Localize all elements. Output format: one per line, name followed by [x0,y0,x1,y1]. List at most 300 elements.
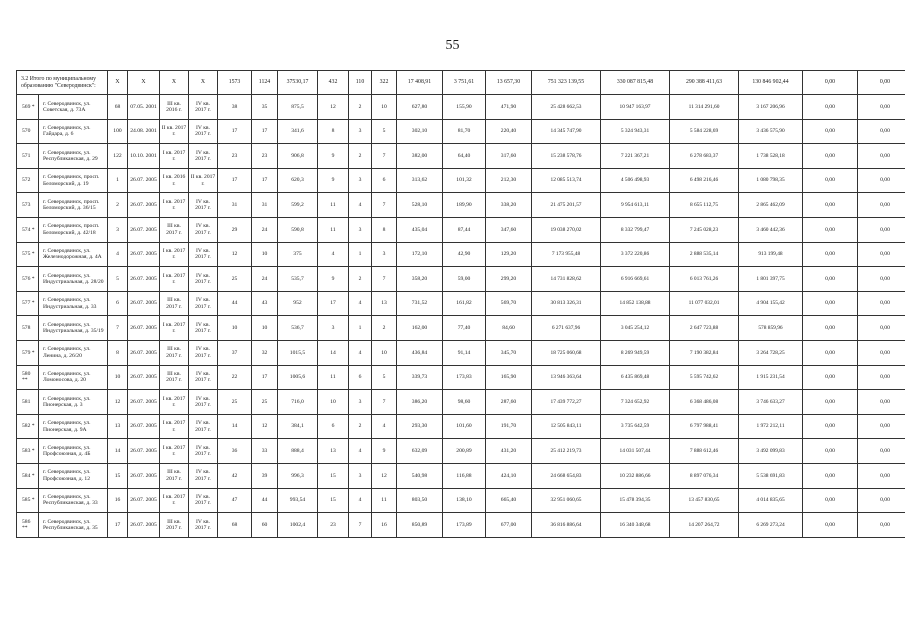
cell-q1: III кв. 2017 г. [160,513,189,538]
cell-m1: 19 038 270,02 [532,217,601,242]
cell-addr: г. Северодвинск, ул. Профсоюзная, д. 4Б [39,439,108,464]
cell-c1: 10 [218,316,252,341]
cell-a1: 435,04 [397,217,443,242]
cell-q1: III кв. 2016 г. [160,95,189,120]
cell-addr: г. Северодвинск, ул. Республиканская, д. 33 [39,488,108,513]
cell-c6: 4 [372,414,397,439]
cell-area: 375 [278,242,318,267]
cell-m1: 7 173 955,48 [532,242,601,267]
cell-m2: 5 324 943,31 [601,119,670,144]
cell-date: 26.07. 2005 [128,513,160,538]
cell-m4: 3 492 099,83 [739,439,803,464]
cell-addr: г. Северодвинск, ул. Гайдара, д. 6 [39,119,108,144]
cell-c2: 24 [252,267,278,292]
cell-date: 26.07. 2005 [128,390,160,415]
cell-a1: 339,73 [397,365,443,390]
cell-addr: г. Северодвинск, ул. Индустриальная, д. 28/20 [39,267,108,292]
cell-m3: 14 207 264,72 [670,513,739,538]
cell-c4: 13 [318,439,349,464]
cell-m4: 6 269 273,24 [739,513,803,538]
cell-z2: 0,00 [858,267,905,292]
cell-a2: 161,82 [443,291,486,316]
cell-m3: 5 584 228,69 [670,119,739,144]
cell-c1: 17 [218,119,252,144]
cell-q1: II кв. 2017 г. [160,119,189,144]
cell-z2: 0,00 [858,414,905,439]
cell-no: 122 [108,144,128,169]
cell-addr: г. Северодвинск, ул. Республиканская, д. 35 [39,513,108,538]
cell-c1: 14 [218,414,252,439]
cell-c2: 24 [252,217,278,242]
cell-m1: 14 345 747,90 [532,119,601,144]
cell-c4: 9 [318,144,349,169]
cell-c4: 3 [318,316,349,341]
summary-cell: X [160,71,189,95]
cell-date: 07.05. 2001 [128,95,160,120]
table-row [17,217,905,242]
cell-m2: 7 221 367,21 [601,144,670,169]
cell-c5: 2 [349,95,372,120]
cell-date: 26.07. 2005 [128,365,160,390]
cell-m4: 4 014 835,65 [739,488,803,513]
cell-c2: 60 [252,513,278,538]
cell-m4: 1 738 528,18 [739,144,803,169]
cell-c2: 33 [252,439,278,464]
cell-q1: I кв. 2017 г. [160,390,189,415]
cell-z1: 0,00 [803,95,858,120]
cell-q2: IV кв. 2017 г. [189,95,218,120]
cell-a3: 471,90 [486,95,532,120]
cell-c5: 2 [349,267,372,292]
table-row [17,267,905,292]
cell-addr: г. Северодвинск, ул. Пионерская, д. 9А [39,414,108,439]
cell-a2: 64,40 [443,144,486,169]
cell-a2: 173,83 [443,365,486,390]
cell-q2: IV кв. 2017 г. [189,488,218,513]
cell-c6: 13 [372,291,397,316]
cell-c2: 17 [252,119,278,144]
cell-c1: 47 [218,488,252,513]
cell-m1: 24 668 654,83 [532,463,601,488]
cell-z1: 0,00 [803,242,858,267]
cell-q2: IV кв. 2017 г. [189,144,218,169]
cell-no: 3 [108,217,128,242]
cell-no: 8 [108,340,128,365]
summary-cell: 0,00 [858,71,905,95]
cell-m3: 2 647 723,88 [670,316,739,341]
cell-m3: 6 797 988,41 [670,414,739,439]
cell-m1: 12 505 843,11 [532,414,601,439]
cell-area: 536,7 [278,316,318,341]
cell-a3: 569,70 [486,291,532,316]
cell-z1: 0,00 [803,217,858,242]
cell-c5: 3 [349,119,372,144]
cell-c4: 15 [318,463,349,488]
table-row [17,340,905,365]
cell-c4: 6 [318,414,349,439]
cell-z1: 0,00 [803,267,858,292]
cell-q1: III кв. 2017 г. [160,463,189,488]
cell-z2: 0,00 [858,144,905,169]
cell-z2: 0,00 [858,168,905,193]
cell-c4: 14 [318,340,349,365]
cell-q2: IV кв. 2017 г. [189,119,218,144]
cell-c6: 8 [372,217,397,242]
cell-c5: 6 [349,365,372,390]
cell-c4: 11 [318,365,349,390]
cell-z1: 0,00 [803,390,858,415]
cell-m4: 1 801 397,75 [739,267,803,292]
table-row [17,168,905,193]
cell-a1: 803,50 [397,488,443,513]
cell-m1: 15 238 578,76 [532,144,601,169]
cell-q1: I кв. 2017 г. [160,193,189,218]
cell-q1: I кв. 2017 г. [160,144,189,169]
cell-q2: IV кв. 2017 г. [189,291,218,316]
cell-a3: 84,60 [486,316,532,341]
cell-c6: 9 [372,439,397,464]
cell-z1: 0,00 [803,168,858,193]
cell-z1: 0,00 [803,291,858,316]
cell-z2: 0,00 [858,463,905,488]
cell-q2: IV кв. 2017 г. [189,217,218,242]
cell-c4: 23 [318,513,349,538]
cell-a3: 424,10 [486,463,532,488]
cell-m2: 10 947 163,97 [601,95,670,120]
cell-a3: 347,60 [486,217,532,242]
cell-no: 17 [108,513,128,538]
cell-c5: 7 [349,513,372,538]
cell-area: 384,1 [278,414,318,439]
cell-a1: 313,62 [397,168,443,193]
summary-cell: 130 846 902,44 [739,71,803,95]
cell-c6: 11 [372,488,397,513]
cell-m3: 11 077 032,01 [670,291,739,316]
cell-area: 535,7 [278,267,318,292]
cell-c6: 3 [372,242,397,267]
cell-m3: 7 245 028,23 [670,217,739,242]
cell-q1: I кв. 2017 г. [160,439,189,464]
cell-addr: г. Северодвинск, ул. Железнодорожная, д. 4А [39,242,108,267]
cell-m2: 7 324 652,92 [601,390,670,415]
cell-m1: 14 731 828,62 [532,267,601,292]
cell-c2: 12 [252,414,278,439]
cell-q2: IV кв. 2017 г. [189,463,218,488]
cell-c2: 10 [252,242,278,267]
summary-cell: 330 087 815,48 [601,71,670,95]
cell-c1: 23 [218,144,252,169]
cell-q1: III кв. 2017 г. [160,291,189,316]
cell-a3: 287,60 [486,390,532,415]
cell-m3: 11 314 291,60 [670,95,739,120]
cell-num: 574 * [17,217,39,242]
cell-c5: 4 [349,488,372,513]
cell-area: 952 [278,291,318,316]
cell-c1: 17 [218,168,252,193]
cell-addr: г. Северодвинск, просп. Беломорский, д. 19 [39,168,108,193]
cell-q2: II кв. 2017 г. [189,168,218,193]
cell-area: 1005,6 [278,365,318,390]
cell-q2: IV кв. 2017 г. [189,316,218,341]
cell-a1: 632,09 [397,439,443,464]
cell-z2: 0,00 [858,488,905,513]
cell-c5: 4 [349,439,372,464]
cell-a2: 101,60 [443,414,486,439]
cell-num: 576 * [17,267,39,292]
cell-a1: 302,10 [397,119,443,144]
cell-m2: 3 045 254,12 [601,316,670,341]
page-number: 55 [445,38,460,53]
cell-m1: 25 412 219,73 [532,439,601,464]
cell-z1: 0,00 [803,414,858,439]
cell-addr: г. Северодвинск, ул. Ленина, д. 26/20 [39,340,108,365]
cell-c4: 8 [318,119,349,144]
cell-a3: 677,00 [486,513,532,538]
cell-m1: 21 475 201,57 [532,193,601,218]
cell-m2: 15 478 394,35 [601,488,670,513]
cell-a2: 98,60 [443,390,486,415]
cell-m3: 6 278 683,37 [670,144,739,169]
table-row [17,365,905,390]
cell-no: 10 [108,365,128,390]
summary-cell: X [128,71,160,95]
cell-date: 26.07. 2005 [128,291,160,316]
summary-cell: 322 [372,71,397,95]
cell-c5: 3 [349,390,372,415]
cell-num: 575 * [17,242,39,267]
cell-m4: 1 972 212,11 [739,414,803,439]
summary-cell: 37530,17 [278,71,318,95]
cell-m1: 12 085 513,74 [532,168,601,193]
cell-q2: IV кв. 2017 г. [189,193,218,218]
cell-q1: III кв. 2017 г. [160,365,189,390]
cell-num: 582 * [17,414,39,439]
cell-date: 26.07. 2005 [128,340,160,365]
cell-num: 577 * [17,291,39,316]
cell-a1: 850,89 [397,513,443,538]
cell-c6: 5 [372,119,397,144]
cell-z2: 0,00 [858,217,905,242]
cell-no: 12 [108,390,128,415]
cell-c1: 37 [218,340,252,365]
cell-no: 5 [108,267,128,292]
cell-num: 585 * [17,488,39,513]
cell-a3: 338,20 [486,193,532,218]
cell-m4: 3 264 728,25 [739,340,803,365]
cell-no: 100 [108,119,128,144]
table-row [17,144,905,169]
cell-area: 599,2 [278,193,318,218]
cell-a3: 299,20 [486,267,532,292]
cell-m3: 6 498 216,46 [670,168,739,193]
cell-num: 572 [17,168,39,193]
cell-m2: 16 340 348,68 [601,513,670,538]
cell-c5: 3 [349,168,372,193]
table-row [17,390,905,415]
cell-c1: 38 [218,95,252,120]
cell-no: 6 [108,291,128,316]
cell-z1: 0,00 [803,463,858,488]
cell-a2: 59,00 [443,267,486,292]
cell-z2: 0,00 [858,513,905,538]
cell-z2: 0,00 [858,340,905,365]
cell-c2: 10 [252,316,278,341]
cell-q2: IV кв. 2017 г. [189,267,218,292]
cell-z1: 0,00 [803,488,858,513]
cell-z1: 0,00 [803,439,858,464]
cell-a3: 191,70 [486,414,532,439]
summary-cell: 751 323 139,55 [532,71,601,95]
cell-c4: 15 [318,488,349,513]
cell-q1: I кв. 2016 г. [160,168,189,193]
cell-m2: 3 372 220,86 [601,242,670,267]
cell-m3: 6 013 761,26 [670,267,739,292]
cell-m3: 8 655 112,75 [670,193,739,218]
cell-a2: 155,90 [443,95,486,120]
cell-addr: г. Северодвинск, ул. Профсоюзная, д. 12 [39,463,108,488]
cell-area: 906,8 [278,144,318,169]
cell-c6: 7 [372,267,397,292]
cell-c4: 10 [318,390,349,415]
cell-a1: 436,84 [397,340,443,365]
cell-m4: 578 859,96 [739,316,803,341]
cell-num: 579 * [17,340,39,365]
cell-q1: I кв. 2017 г. [160,488,189,513]
cell-m4: 1 080 798,35 [739,168,803,193]
cell-m3: 13 457 830,65 [670,488,739,513]
cell-no: 15 [108,463,128,488]
cell-no: 7 [108,316,128,341]
cell-q2: IV кв. 2017 г. [189,390,218,415]
cell-c2: 17 [252,168,278,193]
cell-a2: 91,14 [443,340,486,365]
cell-c4: 12 [318,95,349,120]
cell-a1: 382,00 [397,144,443,169]
cell-m1: 30 813 326,31 [532,291,601,316]
cell-q2: IV кв. 2017 г. [189,365,218,390]
cell-c4: 11 [318,193,349,218]
cell-c2: 44 [252,488,278,513]
cell-m1: 32 951 060,65 [532,488,601,513]
cell-c5: 3 [349,217,372,242]
cell-q1: I кв. 2017 г. [160,316,189,341]
cell-z2: 0,00 [858,390,905,415]
cell-z2: 0,00 [858,242,905,267]
cell-area: 716,0 [278,390,318,415]
cell-no: 2 [108,193,128,218]
cell-c1: 68 [218,513,252,538]
cell-num: 571 [17,144,39,169]
cell-a2: 116,88 [443,463,486,488]
cell-area: 888,4 [278,439,318,464]
cell-c5: 2 [349,144,372,169]
cell-a2: 138,10 [443,488,486,513]
cell-q1: I кв. 2017 г. [160,242,189,267]
cell-c6: 2 [372,316,397,341]
cell-area: 993,54 [278,488,318,513]
cell-area: 341,6 [278,119,318,144]
summary-cell: 1573 [218,71,252,95]
cell-a2: 200,89 [443,439,486,464]
cell-addr: г. Северодвинск, ул. Советская, д. 73А [39,95,108,120]
table-row [17,193,905,218]
cell-c2: 39 [252,463,278,488]
cell-a3: 212,30 [486,168,532,193]
cell-no: 16 [108,488,128,513]
cell-area: 875,5 [278,95,318,120]
cell-c1: 36 [218,439,252,464]
cell-area: 1002,4 [278,513,318,538]
cell-date: 26.07. 2005 [128,193,160,218]
cell-date: 26.07. 2005 [128,217,160,242]
cell-c1: 22 [218,365,252,390]
cell-z1: 0,00 [803,119,858,144]
cell-a3: 317,60 [486,144,532,169]
summary-cell: 1124 [252,71,278,95]
cell-q2: IV кв. 2017 г. [189,340,218,365]
cell-a1: 162,00 [397,316,443,341]
cell-date: 10.10. 2001 [128,144,160,169]
cell-c5: 1 [349,316,372,341]
cell-c1: 12 [218,242,252,267]
cell-q1: III кв. 2017 г. [160,217,189,242]
table-row [17,95,905,120]
cell-m4: 1 915 231,54 [739,365,803,390]
cell-a1: 731,52 [397,291,443,316]
cell-c1: 42 [218,463,252,488]
table-row [17,119,905,144]
cell-a1: 293,30 [397,414,443,439]
cell-date: 26.07. 2005 [128,463,160,488]
cell-a2: 173,89 [443,513,486,538]
cell-z2: 0,00 [858,365,905,390]
cell-z1: 0,00 [803,316,858,341]
cell-a3: 220,40 [486,119,532,144]
cell-m4: 2 865 462,09 [739,193,803,218]
cell-c1: 44 [218,291,252,316]
cell-no: 68 [108,95,128,120]
cell-m4: 4 904 155,42 [739,291,803,316]
cell-m2: 8 332 799,47 [601,217,670,242]
cell-c5: 2 [349,414,372,439]
summary-cell: 432 [318,71,349,95]
cell-q2: IV кв. 2017 г. [189,414,218,439]
cell-z2: 0,00 [858,291,905,316]
cell-c4: 9 [318,168,349,193]
cell-c6: 10 [372,340,397,365]
cell-m2: 10 232 886,66 [601,463,670,488]
cell-c2: 32 [252,340,278,365]
cell-no: 4 [108,242,128,267]
cell-a2: 42,90 [443,242,486,267]
cell-no: 14 [108,439,128,464]
cell-m2: 9 954 613,11 [601,193,670,218]
cell-c6: 6 [372,168,397,193]
summary-cell: X [108,71,128,95]
cell-c2: 35 [252,95,278,120]
cell-z2: 0,00 [858,95,905,120]
cell-date: 26.07. 2005 [128,168,160,193]
cell-addr: г. Северодвинск, ул. Пионерская, д. 3 [39,390,108,415]
cell-c4: 4 [318,242,349,267]
summary-cell: 17 408,91 [397,71,443,95]
cell-date: 26.07. 2005 [128,488,160,513]
summary-label: 3.2 Итого по муниципальному образованию "Северодвинск": [17,71,108,95]
table-row [17,439,905,464]
cell-num: 580 ** [17,365,39,390]
cell-a3: 129,20 [486,242,532,267]
cell-c6: 10 [372,95,397,120]
